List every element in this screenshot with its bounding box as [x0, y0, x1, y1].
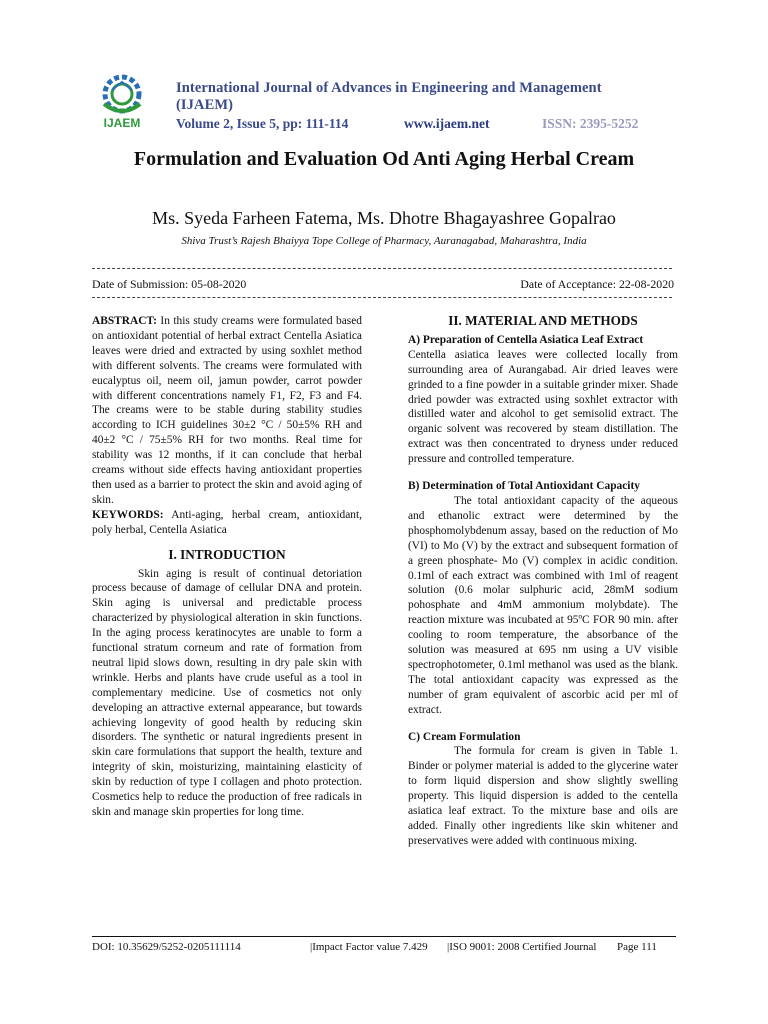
date-acceptance: Date of Acceptance: 22-08-2020 [520, 277, 674, 291]
footer-doi[interactable]: DOI: 10.35629/5252-0205111114 [92, 941, 241, 953]
article-title: Formulation and Evaluation Od Anti Aging Herbal Cream [133, 148, 635, 170]
logo-text: IJAEM [103, 116, 141, 130]
footer-page-number: Page 111 [617, 941, 657, 953]
divider-bottom [92, 297, 672, 298]
journal-name: International Journal of Advances in Engineering and Management (IJAEM) [176, 80, 602, 113]
abstract [92, 314, 362, 508]
subsection-b-text: The total antioxidant capacity of the aqueous and ethanolic extract were determined by the phosphomolybdenum assay, based on the reduction of Mo (VI) to Mo (V) by the extract and subsequent formation of a green phosphate- Mo (V) complex in acidic condition. 0.1ml of each extract was combined with 1ml of reagent solution (0.6 molar sulphuric acid, 28mM sodium pohosphate and 4mM ammonium molybdate). The reaction mixture was incubated at 95ºC FOR 90 min. after cooling to room temperature, the absorbance of the solution was measured at 695 nm using a UV visible spectrophotometer, 0.1ml methanol was used as the blank. The total antioxidant capacity was expressed as the number of gram equivalent of ascorbic acid per ml of extract. [408, 494, 678, 716]
intro-text: Skin aging is result of continual detoriation process because of damage of cellular DNA and protein. Skin aging is universal and predictable process characterized by physiological alteration in skin functions. In the aging process keratinocytes are unable to form a functional stratum corneum and rate of formation from neutral lipid slows down, resulting in dry pale skin with wrinkle. Herbs and plants have crude useful as a tool in complementary medicine. Use of cosmetics not only developing an attractive external appearance, but towards achieving longevity of good health by reducing skin disorders. The synthetic or natural ingredients present in skin care formulations that support the health, texture and integrity of skin, moisturizing, maintaining elasticity of skin by reduction of type I collagen and photo protection. Cosmetics help to reduce the production of free radicals in skin and manage skin properties for long time. [92, 567, 362, 818]
left-column [92, 314, 362, 820]
keywords [92, 508, 362, 538]
subsection-a-text: Centella asiatica leaves were collected locally from surrounding area of Aurangabad. Air dried leaves were grinded to a fine powder in a suitable grinder mixer. Shade dried powder was extracted using soxhlet extractor with distilled water and alcohol to get semisolid extract. The organic solvent was recovered by steam distillation. The extract was then concentrated to dryness under reduced pressure and controlled temperature. [408, 348, 678, 466]
right-column [408, 314, 678, 849]
intro-heading: I. INTRODUCTION [168, 546, 286, 562]
journal-meta [176, 116, 656, 132]
keywords-text: Anti-aging, herbal cream, antioxidant, poly herbal, Centella Asiatica [92, 508, 362, 536]
date-submission: Date of Submission: 05-08-2020 [92, 277, 247, 291]
subsection-c-text: The formula for cream is given in Table 1. Binder or polymer material is added to the glycerine water to form liquid dispersion and show slightly swelling property. This liquid dispersion is added to the centella asiatica leaf extract. To the mixture base and oils are added. Finally other ingredients like skin whitener and preservatives were added with continuous mixing. [408, 745, 678, 847]
footer-iso: |ISO 9001: 2008 Certified Journal [447, 941, 597, 953]
abstract-label: ABSTRACT: [92, 315, 157, 327]
abstract-text: In this study creams were formulated based on antioxidant potential of herbal extract Centella Asiatica leaves were dried and extracted by using soxhlet method with different solvents. The creams were formulated with eucalyptus oil, neem oil, jamun powder, carrot powder with different concentrations namely F1, F2, F3 and F4. The creams were to be stable during stability studies according to ICH guidelines 30±2 °C / 50±5% RH and 40±2 °C / 75±5% RH for two months. Real time for stability was 12 months, if it can conclude that herbal creams without side effects having antioxidant properties then used as a barrier to protect the skin and avoid aging of skin. [92, 315, 362, 506]
journal-volume: Volume 2, Issue 5, pp: 111-114 [176, 116, 349, 131]
divider-top [92, 268, 672, 269]
page-footer [92, 941, 676, 953]
methods-heading: II. MATERIAL AND METHODS [448, 313, 638, 328]
journal-website-link[interactable]: www.ijaem.net [404, 116, 490, 131]
keywords-label: KEYWORDS: [92, 508, 164, 521]
footer-impact-factor: |Impact Factor value 7.429 [310, 941, 428, 953]
subsection-c-heading: C) Cream Formulation [408, 730, 521, 743]
journal-issn: ISSN: 2395-5252 [542, 116, 639, 131]
subsection-b-heading: B) Determination of Total Antioxidant Capacity [408, 480, 640, 493]
footer-rule [92, 936, 676, 937]
article-authors: Ms. Syeda Farheen Fatema, Ms. Dhotre Bhagayashree Gopalrao [152, 208, 616, 228]
journal-logo [90, 70, 154, 130]
subsection-a-heading: A) Preparation of Centella Asiatica Leaf Extract [408, 333, 644, 346]
article-affiliation: Shiva Trust’s Rajesh Bhaiyya Tope College of Pharmacy, Auranagabad, Maharashtra, India [181, 235, 587, 247]
journal-header [176, 80, 656, 132]
